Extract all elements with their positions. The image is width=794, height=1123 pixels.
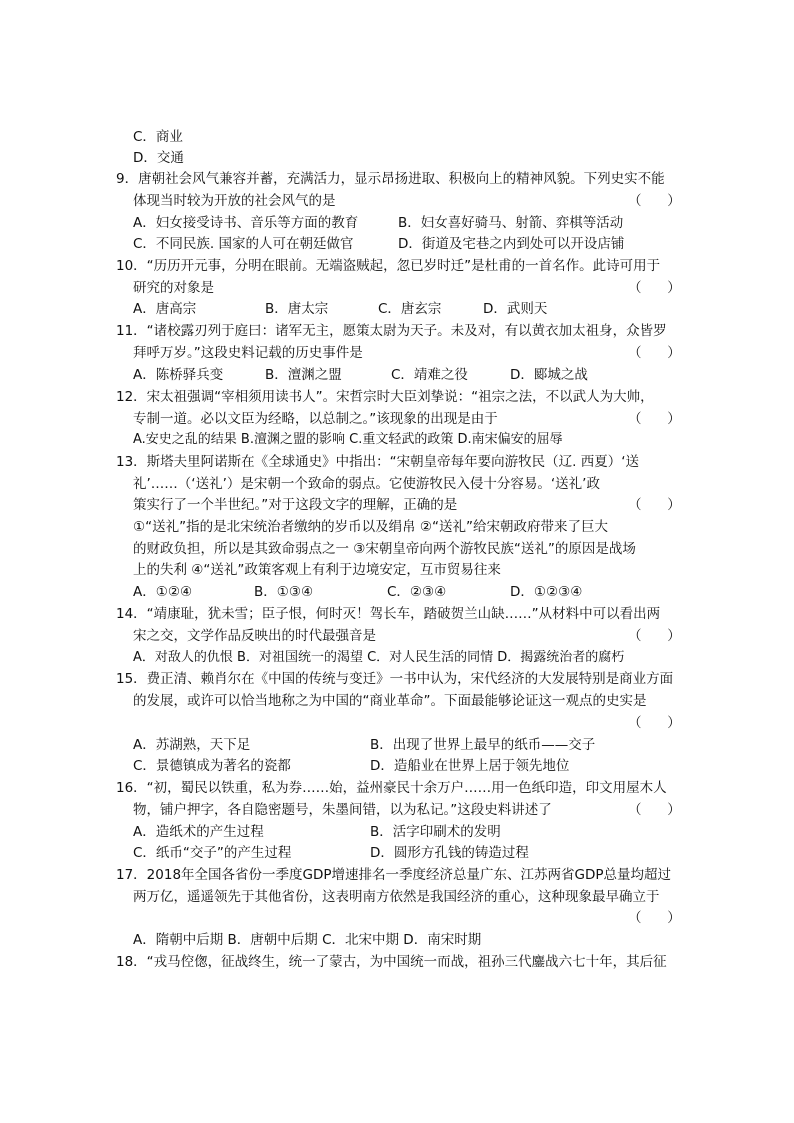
option-c: C．景德镇成为著名的瓷都 <box>133 758 291 774</box>
question-11-stem: 11．“诸校露刃列于庭曰：诸军无主，愿策太尉为天子。未及对，有以黄衣加太祖身，众皆罗 <box>116 323 667 339</box>
answer-blank: （ ） <box>628 715 681 731</box>
question-14-options: A．对敌人的仇恨 B．对祖国统一的渴望 C．对人民生活的同情 D．揭露统治者的腐朽 <box>133 650 625 665</box>
answer-blank: （ ） <box>628 280 681 296</box>
option-d: D．圆形方孔钱的铸造过程 <box>370 845 529 861</box>
answer-blank: （ ） <box>628 802 681 818</box>
question-16-stem: 16．“初，蜀民以铁重，私为券……始，益州豪民十余万户……用一色纸印造，印文用屋木人 <box>116 780 667 796</box>
question-9-stem: 9．唐朝社会风气兼容并蓄，充满活力，显示昂扬进取、积极向上的精神风貌。下列史实不能 <box>116 171 665 187</box>
option-c: C．靖难之役 <box>391 367 468 383</box>
question-12-stem: 12．宋太祖强调“宰相须用读书人”。宋哲宗时大臣刘挚说：“祖宗之法，不以武人为大帅， <box>116 389 654 405</box>
option-d: D．郾城之战 <box>510 367 588 383</box>
question-15-stem-cont: 的发展，或许可以恰当地称之为中国的“商业革命”。下面最能够论证这一观点的史实是 <box>133 693 647 709</box>
question-14-stem: 14．“靖康耻，犹未雪；臣子恨，何时灭！驾长车，踏破贺兰山缺……”从材料中可以看出两 <box>116 606 661 622</box>
question-16-stem-cont: 物，铺户押字，各自隐密题号，朱墨间错，以为私记。”这段史料讲述了 <box>133 802 552 818</box>
question-13-stem-cont: 策实行了一个半世纪。”对于这段文字的理解，正确的是 <box>133 497 458 513</box>
option-c: C．②③④ <box>387 584 447 600</box>
option-b: B．澶渊之盟 <box>265 367 342 383</box>
answer-blank: （ ） <box>628 910 681 926</box>
question-13-statements: ①“送礼”指的是北宋统治者缴纳的岁币以及绢帛 ②“送礼”给宋朝政府带来了巨大 <box>133 519 608 535</box>
question-12-options: A.安史之乱的结果 B.澶渊之盟的影响 C.重文轻武的政策 D.南宋偏安的屈辱 <box>133 432 563 447</box>
option-a: A．苏湖熟，天下足 <box>133 737 251 753</box>
answer-blank: （ ） <box>628 193 681 209</box>
question-17-stem: 17．2018年全国各省份一季度GDP增速排名一季度经济总量广东、江苏两省GDP总量均超过 <box>116 867 672 883</box>
option-line: D．交通 <box>133 150 184 166</box>
option-d: D．造船业在世界上居于领先地位 <box>370 758 570 774</box>
question-9-stem-cont: 体现当时较为开放的社会风气的是 <box>133 193 336 209</box>
option-b: B．唐太宗 <box>265 301 329 317</box>
option-c: C．不同民族. 国家的人可在朝廷做官 <box>133 236 354 252</box>
option-d: D．武则天 <box>483 301 548 317</box>
question-18-stem: 18．“戎马倥偬，征战终生，统一了蒙古，为中国统一而战，祖孙三代鏖战六七十年，其后征 <box>116 954 667 970</box>
option-a: A．①②④ <box>133 584 193 600</box>
question-13-statements: 上的失利 ④“送礼”政策客观上有利于边境安定，互市贸易往来 <box>133 562 501 578</box>
option-a: A．唐高宗 <box>133 301 197 317</box>
option-line: C．商业 <box>133 129 183 145</box>
option-d: D．街道及宅巷之内到处可以开设店铺 <box>398 236 625 252</box>
option-a: A．妇女接受诗书、音乐等方面的教育 <box>133 215 359 231</box>
question-10-stem-cont: 研究的对象是 <box>133 280 214 296</box>
question-15-stem: 15．费正清、赖肖尔在《中国的传统与变迁》一书中认为，宋代经济的大发展特别是商业方面 <box>116 671 674 687</box>
option-b: B．①③④ <box>254 584 314 600</box>
option-b: B．出现了世界上最早的纸币——交子 <box>370 737 596 753</box>
question-17-stem-cont: 两万亿，遥遥领先于其他省份，这表明南方依然是我国经济的重心，这种现象最早确立于 <box>133 889 660 905</box>
option-b: B．活字印刷术的发明 <box>370 824 501 840</box>
question-11-stem-cont: 拜呼万岁。”这段史料记载的历史事件是 <box>133 345 363 361</box>
question-13-stem: 13．斯塔夫里阿诺斯在《全球通史》中指出：“宋朝皇帝每年要向游牧民（辽. 西夏）‘送 <box>116 454 640 470</box>
answer-blank: （ ） <box>628 497 681 513</box>
question-13-stem-cont: 礼’……（‘送礼’）是宋朝一个致命的弱点。它使游牧民入侵十分容易。‘送礼’政 <box>133 476 600 492</box>
option-c: C．唐玄宗 <box>378 301 442 317</box>
option-b: B．妇女喜好骑马、射箭、弈棋等活动 <box>398 215 624 231</box>
question-14-stem-cont: 宋之交，文学作品反映出的时代最强音是 <box>133 628 376 644</box>
option-a: A．造纸术的产生过程 <box>133 824 264 840</box>
question-10-stem: 10．“历历开元事，分明在眼前。无端盗贼起，忽已岁时迁”是杜甫的一首名作。此诗可用于 <box>116 258 661 274</box>
question-13-statements: 的财政负担，所以是其致命弱点之一 ③宋朝皇帝向两个游牧民族“送礼”的原因是战场 <box>133 541 636 557</box>
option-c: C．纸币“交子”的产生过程 <box>133 845 292 861</box>
option-a: A．陈桥驿兵变 <box>133 367 224 383</box>
question-17-options: A．隋朝中后期 B．唐朝中后期 C．北宋中期 D．南宋时期 <box>133 932 482 948</box>
question-12-stem-cont: 专制一道。必以文臣为经略，以总制之。”该现象的出现是由于 <box>133 411 498 427</box>
option-d: D．①②③④ <box>510 584 583 600</box>
answer-blank: （ ） <box>628 411 681 427</box>
answer-blank: （ ） <box>628 345 681 361</box>
answer-blank: （ ） <box>628 628 681 644</box>
